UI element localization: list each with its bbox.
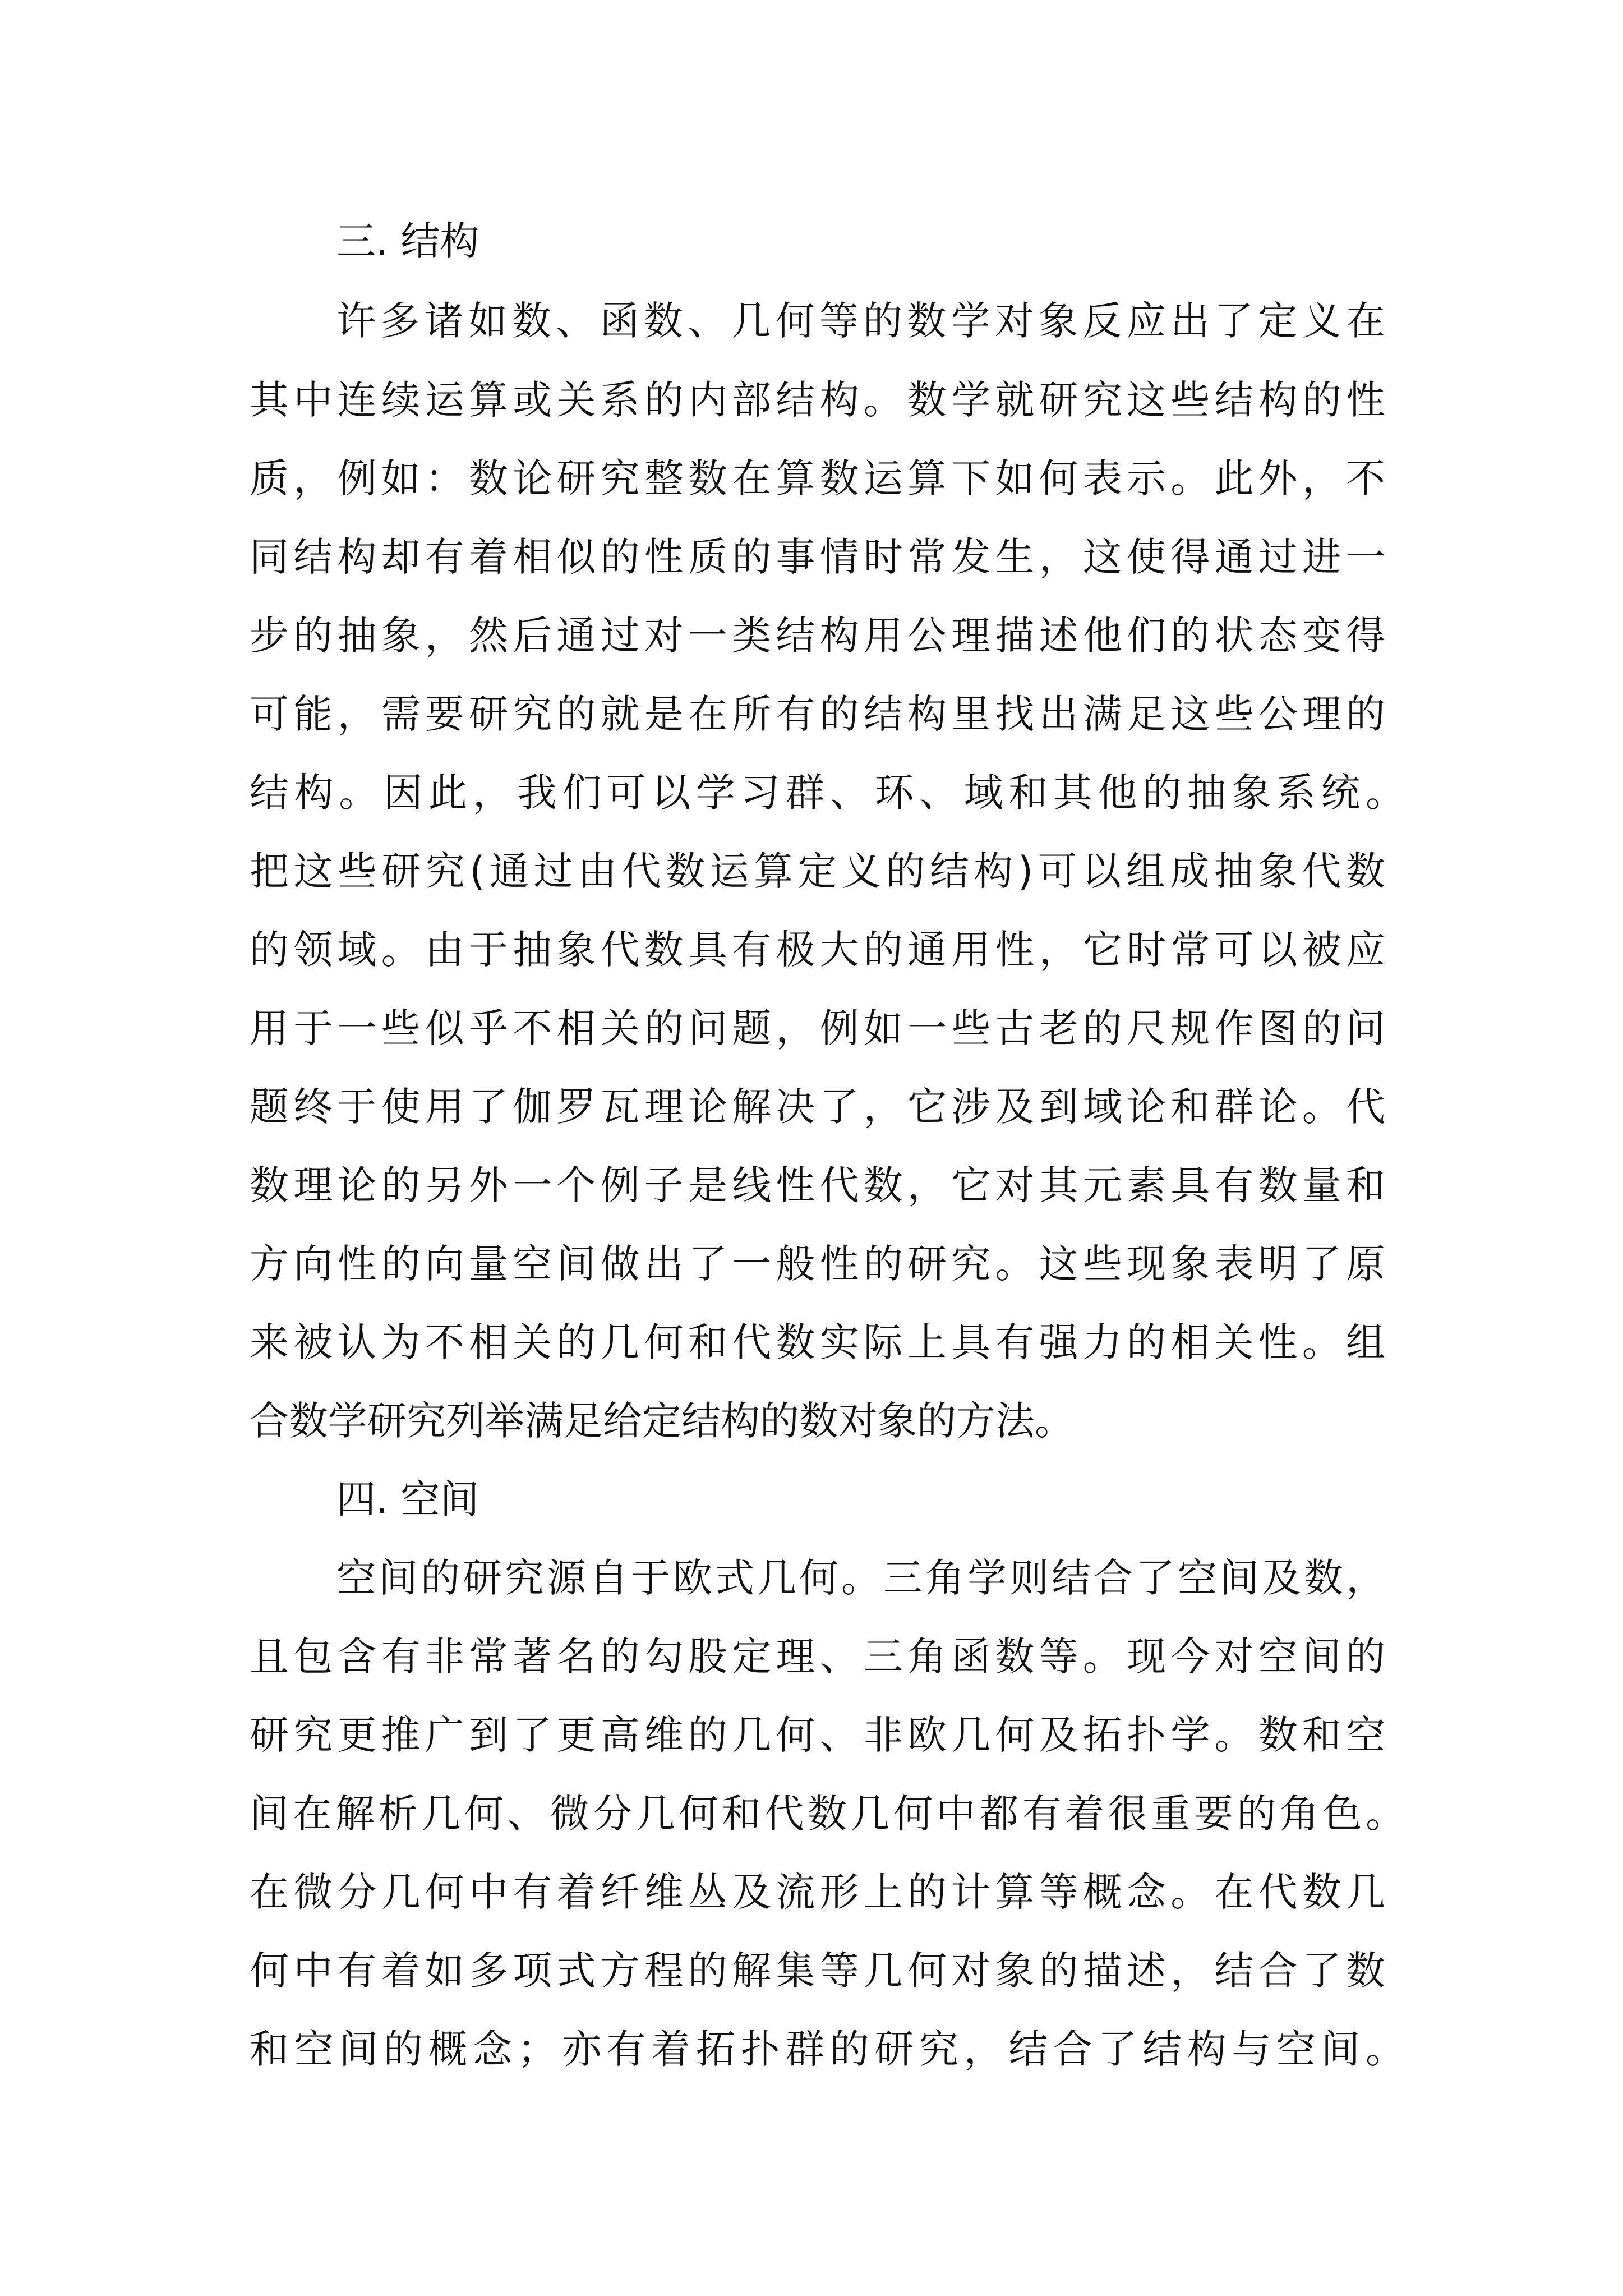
paragraph-line: 可能，需要研究的就是在所有的结构里找出满足这些公理的 xyxy=(250,691,1385,737)
section-heading-structure: 三. 结构 xyxy=(336,218,479,264)
paragraph-line: 其中连续运算或关系的内部结构。数学就研究这些结构的性 xyxy=(250,377,1385,423)
paragraph-line: 结构。因此，我们可以学习群、环、域和其他的抽象系统。 xyxy=(250,770,1405,816)
paragraph-line: 许多诸如数、函数、几何等的数学对象反应出了定义在 xyxy=(336,298,1385,344)
paragraph-line: 间在解析几何、微分几何和代数几何中都有着很重要的角色。 xyxy=(250,1791,1405,1837)
paragraph-line: 来被认为不相关的几何和代数实际上具有强力的相关性。组 xyxy=(250,1319,1385,1365)
paragraph-line: 方向性的向量空间做出了一般性的研究。这些现象表明了原 xyxy=(250,1241,1385,1287)
paragraph-line: 且包含有非常著名的勾股定理、三角函数等。现今对空间的 xyxy=(250,1634,1385,1680)
paragraph-line: 在微分几何中有着纤维丛及流形上的计算等概念。在代数几 xyxy=(250,1869,1385,1915)
paragraph-line: 步的抽象，然后通过对一类结构用公理描述他们的状态变得 xyxy=(250,613,1385,659)
section-heading-space: 四. 空间 xyxy=(336,1476,479,1522)
paragraph-line: 合数学研究列举满足给定结构的数对象的方法。 xyxy=(250,1398,1074,1444)
paragraph-line: 的领域。由于抽象代数具有极大的通用性，它时常可以被应 xyxy=(250,927,1385,973)
paragraph-line: 质，例如：数论研究整数在算数运算下如何表示。此外，不 xyxy=(250,455,1385,501)
paragraph-line: 何中有着如多项式方程的解集等几何对象的描述，结合了数 xyxy=(250,1948,1385,1994)
paragraph-line: 用于一些似乎不相关的问题，例如一些古老的尺规作图的问 xyxy=(250,1005,1385,1051)
paragraph-line: 数理论的另外一个例子是线性代数，它对其元素具有数量和 xyxy=(250,1162,1385,1208)
paragraph-line: 空间的研究源自于欧式几何。三角学则结合了空间及数， xyxy=(336,1555,1385,1601)
paragraph-line: 把这些研究(通过由代数运算定义的结构)可以组成抽象代数 xyxy=(250,848,1385,894)
paragraph-line: 同结构却有着相似的性质的事情时常发生，这使得通过进一 xyxy=(250,534,1385,580)
paragraph-line: 和空间的概念；亦有着拓扑群的研究，结合了结构与空间。 xyxy=(250,2026,1405,2072)
paragraph-line: 研究更推广到了更高维的几何、非欧几何及拓扑学。数和空 xyxy=(250,1712,1385,1758)
paragraph-line: 题终于使用了伽罗瓦理论解决了，它涉及到域论和群论。代 xyxy=(250,1084,1385,1130)
